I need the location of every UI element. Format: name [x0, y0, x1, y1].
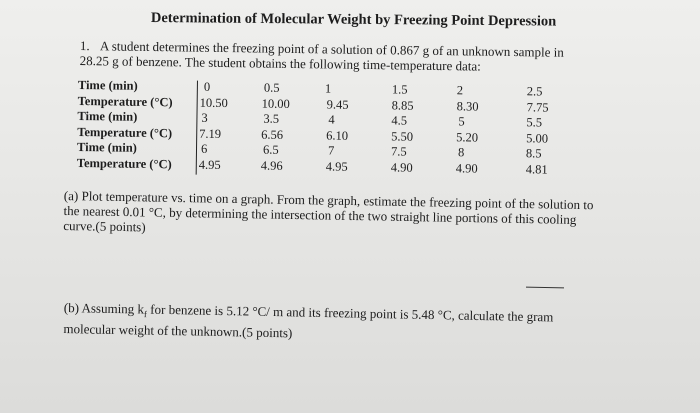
question-b-subscript: f	[143, 309, 148, 320]
problem-statement	[80, 38, 580, 75]
table-cell: 8	[457, 145, 465, 160]
table-cell: 3.5	[263, 111, 280, 126]
table-cell: 4.90	[390, 159, 413, 175]
table-cell: 4	[328, 112, 335, 127]
question-b-prefix: (b) Assuming k	[63, 300, 145, 317]
table-cell: 6.56	[261, 127, 284, 142]
table-cell: 4.96	[260, 158, 283, 173]
table-cell: 8.5	[525, 146, 542, 161]
table-cell: 2	[456, 83, 464, 98]
table-cell: 7.5	[390, 144, 407, 159]
table-cell: 0.5	[263, 80, 280, 95]
table-cell: 3	[201, 110, 208, 125]
table-cell: 4.5	[391, 113, 408, 128]
row-label: Time (min)	[77, 108, 138, 124]
table-cell: 4.95	[325, 158, 348, 174]
table-cell: 5.00	[526, 130, 549, 146]
table-cell: 2.5	[526, 84, 543, 99]
row-label: Temperature (°C)	[77, 124, 173, 140]
answer-blank-line	[526, 287, 564, 289]
table-cell: 8.85	[391, 97, 414, 113]
table-cell: 10.50	[199, 95, 228, 110]
table-row-labels	[77, 78, 194, 173]
row-label: Time (min)	[76, 139, 137, 155]
problem-text: A student determines the freezing point of a solution of 0.867 g of an unknown sample in 28.25 g of benzene. The student obtains the following time-temperature data:	[79, 38, 564, 74]
table-cell: 1.5	[391, 82, 408, 97]
table-cell: 6.5	[262, 142, 279, 157]
table-cell: 5	[458, 114, 465, 129]
table-cell: 9.45	[326, 96, 349, 112]
table-cell: 8.30	[456, 98, 479, 114]
table-cell: 0	[203, 79, 211, 94]
table-cell: 1	[324, 81, 332, 96]
row-label: Temperature (°C)	[76, 155, 172, 171]
question-b-suffix: for benzene is 5.12 °C/ m and its freezing point is 5.48 °C, calculate the gram molecular weight of the unknown.(5 points)	[63, 301, 554, 340]
table-cell: 7.19	[199, 126, 222, 141]
table-cell: 5.20	[456, 129, 479, 145]
problem-number: 1.	[79, 38, 90, 54]
table-cell: 4.90	[455, 160, 478, 176]
row-label: Time (min)	[77, 78, 138, 93]
question-a: (a) Plot temperature vs. time on a graph. From the graph, estimate the freezing point of the solution to the nearest 0.01 °C, by determining the intersection of the two straight line portions of this cooling curve.(5 points)	[63, 188, 594, 235]
table-cell: 5.5	[526, 115, 543, 130]
row-label: Temperature (°C)	[77, 93, 173, 109]
table-cell: 7	[327, 143, 335, 158]
table-cell: 6.10	[326, 127, 349, 143]
table-divider	[196, 81, 198, 175]
table-cell: 10.00	[261, 96, 290, 111]
table-cell: 7.75	[526, 99, 549, 115]
table-cell: 5.50	[391, 128, 414, 144]
page-title: Determination of Molecular Weight by Freezing Point Depression	[150, 10, 557, 30]
table-cell: 6	[200, 141, 208, 156]
table-cell: 4.95	[198, 157, 221, 172]
table-cell: 4.81	[525, 161, 548, 177]
question-b	[63, 300, 594, 346]
data-table	[77, 78, 588, 185]
